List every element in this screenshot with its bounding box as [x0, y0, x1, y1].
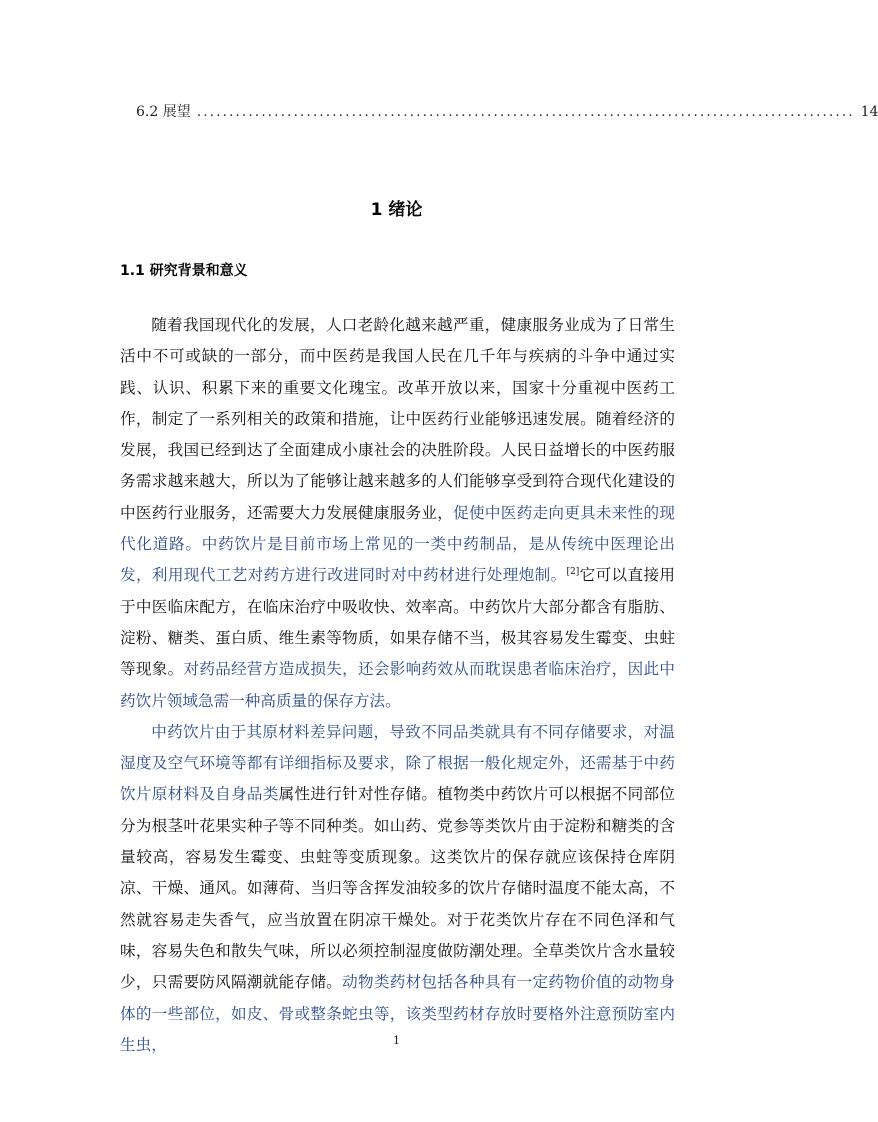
toc-entry-6-2[interactable]	[136, 101, 878, 123]
page-number: 1	[393, 1034, 400, 1047]
section-title: 1.1 研究背景和意义	[120, 263, 248, 279]
toc-entry-page: 14	[860, 104, 878, 120]
citation-ref[interactable]: [2]	[566, 567, 580, 578]
paragraph-1	[120, 310, 675, 717]
paragraph-1-part-4: 对药品经营方造成损失，还会影响药效从而耽误患者临床治疗，因此中药饮片领域急需一种高质量的保存方法。	[120, 660, 675, 710]
toc-leader-dots: ......................................................................................................	[196, 104, 855, 120]
paragraph-2-part-2: 属性进行针对性存储。植物类中药饮片可以根据不同部位分为根茎叶花果实种子等不同种类。如山药、党参等类饮片由于淀粉和糖类的含量较高，容易发生霉变、虫蛀等变质现象。这类饮片的保存就应该保持仓库阴凉、干燥、通风。如薄荷、当归等含挥发油较多的饮片存储时温度不能太高，不然就容易走失香气，应当放置在阴凉干燥处。对于花类饮片存在不同色泽和气味，容易失色和散失气味，所以必须控制湿度做防潮处理。全草类饮片含水量较少，只需要防风隔潮就能存储。	[120, 785, 675, 992]
paragraph-1-part-1: 随着我国现代化的发展，人口老龄化越来越严重，健康服务业成为了日常生活中不可或缺的一部分，而中医药是我国人民在几千年与疾病的斗争中通过实践、认识、积累下来的重要文化瑰宝。改革开放以来，国家十分重视中医药工作，制定了一系列相关的政策和措施，让中医药行业能够迅速发展。随着经济的发展，我国已经到达了全面建成小康社会的决胜阶段。人民日益增长的中医药服务需求越来越大，所以为了能够让越来越多的人们能够享受到符合现代化建设的中医药行业服务，还需要大力发展健康服务业，	[120, 316, 675, 522]
paragraph-2	[120, 717, 675, 1061]
chapter-title: 1 绪论	[370, 200, 423, 220]
body-text	[120, 310, 675, 1061]
paragraph-1-part-2: 促使中医药走向更具未来性的现代化道路。中药饮片是目前市场上常见的一类中药制品，是从传统中医理论出发，利用现代工艺对药方进行改进同时对中药材进行处理炮制。	[120, 503, 675, 585]
paragraph-2-part-1: 中药饮片由于其原材料差异问题，导致不同品类就具有不同存储要求，对温湿度及空气环境等都有详细指标及要求，除了根据一般化规定外，还需基于中药饮片原材料及自身品类	[120, 722, 675, 804]
paragraph-2-part-3: 动物类药材包括各种具有一定药物价值的动物身体的一些部位，如皮、骨或整条蛇虫等，该类型药材存放时要格外注意预防室内生虫，	[120, 973, 675, 1054]
paragraph-1-part-3: 它可以直接用于中医临床配方，在临床治疗中吸收快、效率高。中药饮片大部分都含有脂肪、淀粉、糖类、蛋白质、维生素等物质，如果存储不当，极其容易发生霉变、虫蛀等现象。	[120, 566, 675, 679]
toc-entry-label: 6.2 展望	[136, 104, 191, 120]
